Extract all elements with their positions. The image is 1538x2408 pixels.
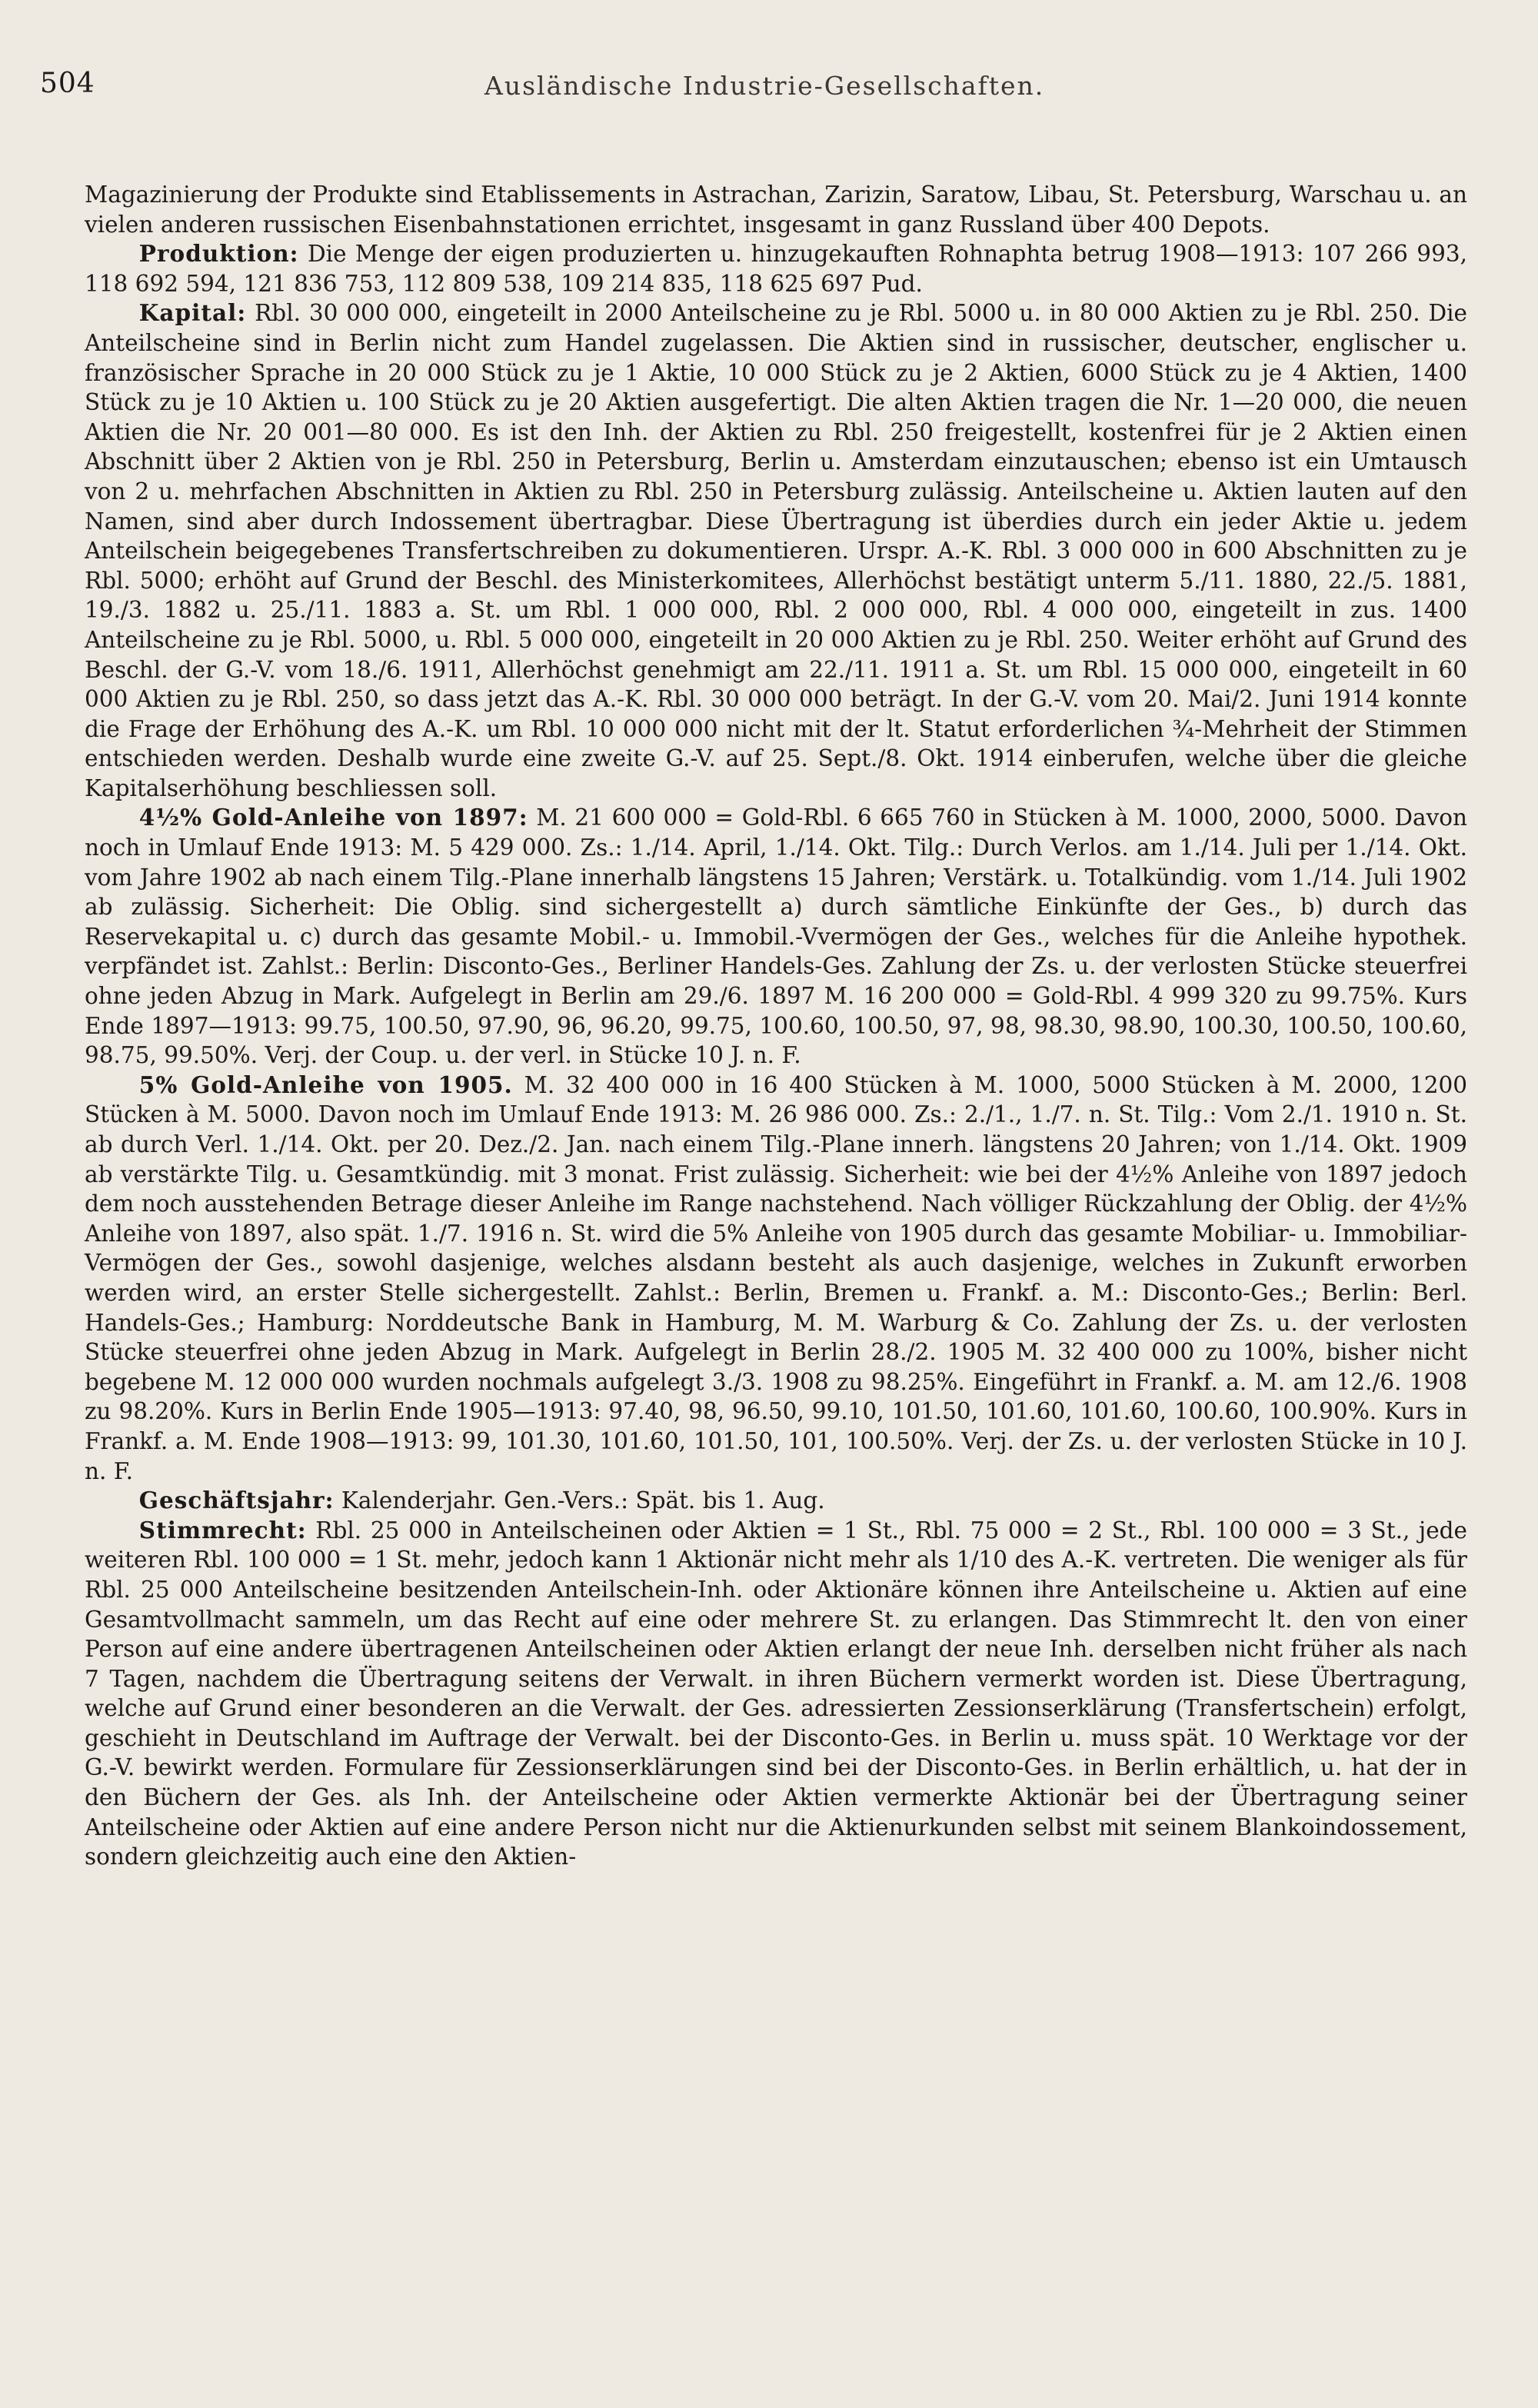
paragraph-text: Kalenderjahr. Gen.-Vers.: Spät. bis 1. Aug. <box>334 1487 825 1514</box>
paragraph-produktion <box>85 239 1467 298</box>
paragraph-text: Rbl. 30 000 000, eingeteilt in 2000 Anteilscheine zu je Rbl. 5000 u. in 80 000 Aktien zu je Rbl. 250. Die Anteilscheine sind in Berlin nicht zum Handel zugelassen. Die Aktien sind in russischer, deutscher, englischer u. französischer Sprache in 20 000 Stück zu je 1 Aktie, 10 000 Stück zu je 2 Aktien, 6000 Stück zu je 4 Aktien, 1400 Stück zu je 10 Aktien u. 100 Stück zu je 20 Aktien ausgefertigt. Die alten Aktien tragen die Nr. 1—20 000, die neuen Aktien die Nr. 20 001—80 000. Es ist den Inh. der Aktien zu Rbl. 250 freigestellt, kostenfrei für je 2 Aktien einen Abschnitt über 2 Aktien von je Rbl. 250 in Petersburg, Berlin u. Amsterdam einzutauschen; ebenso ist ein Umtausch von 2 u. mehrfachen Abschnitten in Aktien zu Rbl. 250 in Petersburg zulässig. Anteilscheine u. Aktien lauten auf den Namen, sind aber durch Indossement übertragbar. Diese Übertragung ist überdies durch ein jeder Aktie u. jedem Anteilschein beigegebenes Transfertschreiben zu dokumentieren. Urspr. A.-K. Rbl. 3 000 000 in 600 Abschnitten zu je Rbl. 5000; erhöht auf Grund der Beschl. des Ministerkomitees, Allerhöchst bestätigt unterm 5./11. 1880, 22./5. 1881, 19./3. 1882 u. 25./11. 1883 a. St. um Rbl. 1 000 000, Rbl. 2 000 000, Rbl. 4 000 000, eingeteilt in zus. 1400 Anteilscheine zu je Rbl. 5000, u. Rbl. 5 000 000, eingeteilt in 20 000 Aktien zu je Rbl. 250. Weiter erhöht auf Grund des Beschl. der G.-V. vom 18./6. 1911, Allerhöchst genehmigt am 22./11. 1911 a. St. um Rbl. 15 000 000, eingeteilt in 60 000 Aktien zu je Rbl. 250, so dass jetzt das A.-K. Rbl. 30 000 000 beträgt. In der G.-V. vom 20. Mai/2. Juni 1914 konnte die Frage der Erhöhung des A.-K. um Rbl. 10 000 000 nicht mit der lt. Statut erforderlichen ¾-Mehrheit der Stimmen entschieden werden. Deshalb wurde eine zweite G.-V. auf 25. Sept./8. Okt. 1914 einberufen, welche über die gleiche Kapitalserhöhung beschliessen soll. <box>85 300 1467 801</box>
paragraph-text: Rbl. 25 000 in Anteilscheinen oder Aktien = 1 St., Rbl. 75 000 = 2 St., Rbl. 100 000 = 3 St., jede weiteren Rbl. 100 000 = 1 St. mehr, jedoch kann 1 Aktionär nicht mehr als 1/10 des A.-K. vertreten. Die weniger als für Rbl. 25 000 Anteilscheine besitzenden Anteilschein-Inh. oder Aktionäre können ihre Anteilscheine u. Aktien auf eine Gesamtvollmacht sammeln, um das Recht auf eine oder mehrere St. zu erlangen. Das Stimmrecht lt. den von einer Person auf eine andere übertragenen Anteilscheinen oder Aktien erlangt der neue Inh. derselben nicht früher als nach 7 Tagen, nachdem die Übertragung seitens der Verwalt. in ihren Büchern vermerkt worden ist. Diese Übertragung, welche auf Grund einer besonderen an die Verwalt. der Ges. adressierten Zessionserklärung (Transfertschein) erfolgt, geschieht in Deutschland im Auftrage der Verwalt. bei der Disconto-Ges. in Berlin u. muss spät. 10 Werktage vor der G.-V. bewirkt werden. Formulare für Zessionserklärungen sind bei der Disconto-Ges. in Berlin erhältlich, u. hat der in den Büchern der Ges. als Inh. der Anteilscheine oder Aktien vermerkte Aktionär bei der Übertragung seiner Anteilscheine oder Aktien auf eine andere Person nicht nur die Aktienurkunden selbst mit seinem Blankoindossement, sondern gleichzeitig auch eine den Aktien- <box>85 1517 1467 1870</box>
paragraph-geschaeftsjahr <box>85 1486 1467 1516</box>
paragraph-text: Die Menge der eigen produzierten u. hinzugekauften Rohnaphta betrug 1908—1913: 107 266 993, 118 692 594, 121 836 753, 112 809 538, 109 214 835, 118 625 697 Pud. <box>85 241 1467 297</box>
paragraph-kapital <box>85 298 1467 803</box>
section-heading-geschaeftsjahr: Geschäftsjahr: <box>138 1487 335 1514</box>
paragraph-stimmrecht <box>85 1516 1467 1872</box>
section-heading-anleihe-1897: 4½% Gold-Anleihe von 1897: <box>138 804 528 831</box>
page-number: 504 <box>40 68 95 99</box>
section-heading-kapital: Kapital: <box>138 299 247 327</box>
paragraph-text: M. 21 600 000 = Gold-Rbl. 6 665 760 in Stücken à M. 1000, 2000, 5000. Davon noch in Umlauf Ende 1913: M. 5 429 000. Zs.: 1./14. April, 1./14. Okt. Tilg.: Durch Verlos. am 1./14. Juli per 1./14. Okt. vom Jahre 1902 ab nach einem Tilg.-Plane innerhalb längstens 15 Jahren; Verstärk. u. Totalkündig. vom 1./14. Juli 1902 ab zulässig. Sicherheit: Die Oblig. sind sichergestellt a) durch sämtliche Einkünfte der Ges., b) durch das Reservekapital u. c) durch das gesamte Mobil.- u. Immobil.-Vvermögen der Ges., welches für die Anleihe hypothek. verpfändet ist. Zahlst.: Berlin: Disconto-Ges., Berliner Handels-Ges. Zahlung der Zs. u. der verlosten Stücke steuerfrei ohne jeden Abzug in Mark. Aufgelegt in Berlin am 29./6. 1897 M. 16 200 000 = Gold-Rbl. 4 999 320 zu 99.75%. Kurs Ende 1897—1913: 99.75, 100.50, 97.90, 96, 96.20, 99.75, 100.60, 100.50, 97, 98, 98.30, 98.90, 100.30, 100.50, 100.60, 98.75, 99.50%. Verj. der Coup. u. der verl. in Stücke 10 J. n. F. <box>85 804 1468 1069</box>
page-header <box>40 68 1467 114</box>
paragraph-anleihe-1897 <box>85 803 1467 1070</box>
paragraph-text: Magazinierung der Produkte sind Etablissements in Astrachan, Zarizin, Saratow, Libau, St. Petersburg, Warschau u. an vielen anderen russischen Eisenbahnstationen errichtet, insgesamt in ganz Russland über 400 Depots. <box>85 182 1467 238</box>
section-heading-anleihe-1905: 5% Gold-Anleihe von 1905. <box>138 1071 513 1098</box>
body-text <box>85 180 1467 1872</box>
paragraph-anleihe-1905 <box>85 1071 1467 1486</box>
paragraph-storage <box>85 180 1467 239</box>
section-heading-stimmrecht: Stimmrecht: <box>138 1516 307 1544</box>
section-heading-produktion: Produktion: <box>138 240 299 268</box>
paragraph-text: M. 32 400 000 in 16 400 Stücken à M. 1000, 5000 Stücken à M. 2000, 1200 Stücken à M. 5000. Davon noch im Umlauf Ende 1913: M. 26 986 000. Zs.: 2./1., 1./7. n. St. Tilg.: Vom 2./1. 1910 n. St. ab durch Verl. 1./14. Okt. per 20. Dez./2. Jan. nach einem Tilg.-Plane innerh. längstens 20 Jahren; von 1./14. Okt. 1909 ab verstärkte Tilg. u. Gesamtkündig. mit 3 monat. Frist zulässig. Sicherheit: wie bei der 4½% Anleihe von 1897 jedoch dem noch ausstehenden Betrage dieser Anleihe im Range nachstehend. Nach völliger Rückzahlung der Oblig. der 4½% Anleihe von 1897, also spät. 1./7. 1916 n. St. wird die 5% Anleihe von 1905 durch das gesamte Mobiliar- u. Immobiliar-Vermögen der Ges., sowohl dasjenige, welches alsdann besteht als auch dasjenige, welches in Zukunft erworben werden wird, an erster Stelle sichergestellt. Zahlst.: Berlin, Bremen u. Frankf. a. M.: Disconto-Ges.; Berlin: Berl. Handels-Ges.; Hamburg: Norddeutsche Bank in Hamburg, M. M. Warburg & Co. Zahlung der Zs. u. der verlosten Stücke steuerfrei ohne jeden Abzug in Mark. Aufgelegt in Berlin 28./2. 1905 M. 32 400 000 zu 100%, bisher nicht begebene M. 12 000 000 wurden nochmals aufgelegt 3./3. 1908 zu 98.25%. Eingeführt in Frankf. a. M. am 12./6. 1908 zu 98.20%. Kurs in Berlin Ende 1905—1913: 97.40, 98, 96.50, 99.10, 101.50, 101.60, 101.60, 100.60, 100.90%. Kurs in Frankf. a. M. Ende 1908—1913: 99, 101.30, 101.60, 101.50, 101, 100.50%. Verj. der Zs. u. der verlosten Stücke in 10 J. n. F. <box>85 1071 1468 1484</box>
running-title: Ausländische Industrie-Gesellschaften. <box>484 71 1045 101</box>
